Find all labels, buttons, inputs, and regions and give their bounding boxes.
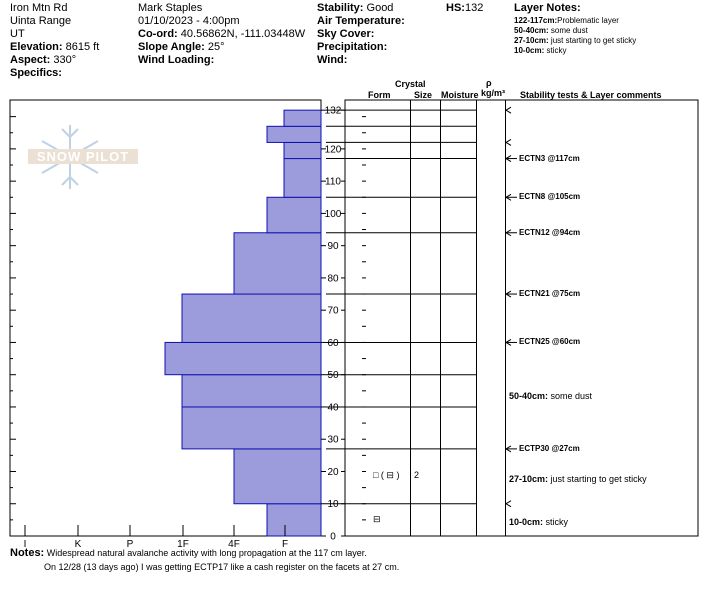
layer-note: 50-40cm: some dust bbox=[514, 26, 588, 35]
elevation-row: Elevation: 8615 ft bbox=[10, 41, 100, 53]
svg-text:SNOW PILOT: SNOW PILOT bbox=[36, 149, 130, 164]
height-tick-label: 40 bbox=[327, 402, 339, 414]
layer-comment: 10-0cm: sticky bbox=[509, 517, 569, 528]
layer-note: 27-10cm: just starting to get sticky bbox=[514, 36, 637, 45]
height-tick-label: 110 bbox=[325, 176, 341, 188]
aspect-row: Aspect: 330° bbox=[10, 54, 77, 66]
layer-comment: 27-10cm: just starting to get sticky bbox=[509, 473, 647, 484]
height-tick-label: 10 bbox=[327, 499, 339, 511]
wind-loading-label: Wind Loading: bbox=[138, 54, 215, 66]
stability-test-label: ECTN21 @75cm bbox=[519, 289, 581, 299]
location-name: Iron Mtn Rd bbox=[10, 2, 68, 14]
density-unit-header: kg/m³ bbox=[481, 88, 506, 98]
height-tick-label: 132 bbox=[324, 105, 342, 117]
stability-test-label: ECTN3 @117cm bbox=[519, 153, 580, 163]
hardness-tick-label: K bbox=[74, 539, 82, 550]
layer-note: 122-117cm:Problematic layer bbox=[514, 16, 619, 25]
stability-test-label: ECTN8 @105cm bbox=[519, 192, 581, 202]
height-tick-label: 50 bbox=[327, 370, 339, 382]
height-tick-label: 0 bbox=[330, 531, 336, 543]
specifics-label: Specifics: bbox=[10, 67, 62, 79]
layer-notes-title: Layer Notes: bbox=[514, 2, 581, 14]
coord-row: Co-ord: 40.56862N, -111.03448W bbox=[138, 28, 306, 40]
height-tick-label: 120 bbox=[324, 144, 342, 156]
hardness-tick-label: F bbox=[281, 539, 289, 550]
range-name: Uinta Range bbox=[10, 15, 72, 27]
height-tick-label: 30 bbox=[327, 434, 339, 446]
rho-header: ρ bbox=[486, 78, 492, 88]
hs-row: HS:132 bbox=[446, 2, 484, 14]
air-temp-label: Air Temperature: bbox=[317, 15, 405, 27]
wind-label: Wind: bbox=[317, 54, 348, 66]
stability-test-label: ECTN12 @94cm bbox=[519, 227, 581, 237]
hardness-tick-label: 1F bbox=[177, 539, 189, 550]
notes-line-1: Notes: Widespread natural avalanche activity with long propagation at the 117 cm layer. bbox=[10, 547, 367, 559]
state-name: UT bbox=[10, 28, 25, 40]
crystal-form: □ ( ⊟ ) bbox=[373, 470, 400, 481]
stability-test-label: ECTN25 @60cm bbox=[519, 337, 581, 347]
hardness-tick-label: 4F bbox=[228, 539, 240, 550]
layer-comment: 50-40cm: some dust bbox=[509, 391, 593, 402]
notes-line-2: On 12/28 (13 days ago) I was getting ECTP17 like a cash register on the facets at 27 cm. bbox=[44, 562, 400, 572]
observation-datetime: 01/10/2023 - 4:00pm bbox=[138, 15, 240, 27]
height-tick-label: 60 bbox=[327, 337, 339, 349]
sky-cover-label: Sky Cover: bbox=[317, 28, 375, 40]
crystal-size: 2 bbox=[414, 470, 420, 481]
precip-label: Precipitation: bbox=[317, 41, 388, 53]
stability-comments-header: Stability tests & Layer comments bbox=[520, 90, 662, 100]
hardness-tick-label: I bbox=[23, 539, 27, 550]
slope-row: Slope Angle: 25° bbox=[138, 41, 225, 53]
height-tick-label: 70 bbox=[327, 305, 339, 317]
stability-row: Stability: Good bbox=[317, 2, 394, 14]
observer-name: Mark Staples bbox=[138, 2, 203, 14]
height-tick-label: 100 bbox=[324, 208, 342, 220]
crystal-header: Crystal bbox=[395, 79, 426, 89]
moisture-header: Moisture bbox=[441, 90, 479, 100]
height-tick-label: 80 bbox=[327, 273, 339, 285]
height-tick-label: 90 bbox=[327, 241, 339, 253]
form-header: Form bbox=[368, 90, 391, 100]
crystal-form: ⊟ bbox=[373, 513, 381, 524]
stability-test-label: ECTP30 @27cm bbox=[519, 443, 580, 453]
height-tick-label: 20 bbox=[327, 466, 339, 478]
layer-note: 10-0cm: sticky bbox=[514, 46, 567, 55]
hardness-tick-label: P bbox=[126, 539, 134, 550]
size-header: Size bbox=[414, 90, 433, 100]
